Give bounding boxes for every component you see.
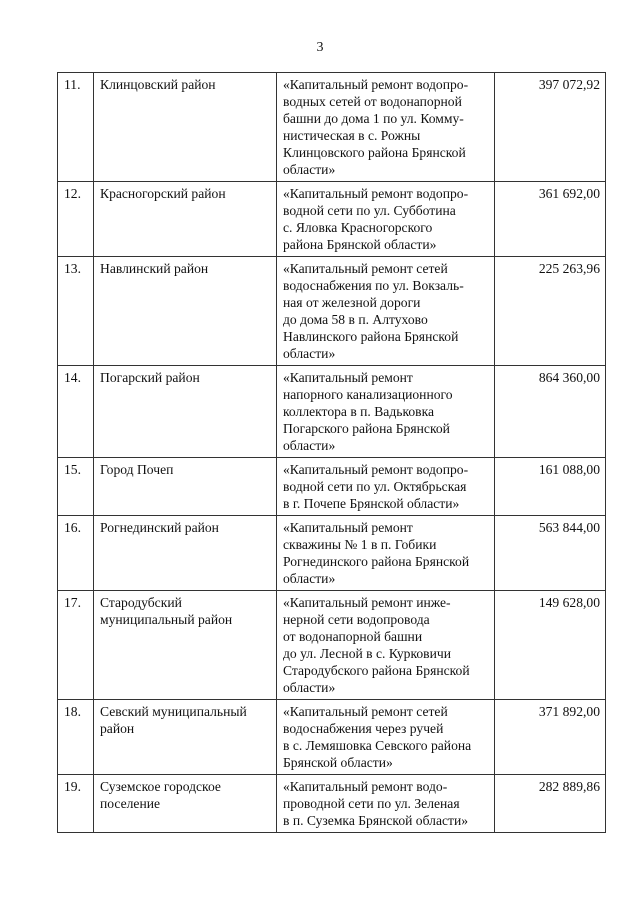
projects-table: [57, 72, 606, 833]
project-line: Стародубского района Брянской: [283, 663, 470, 678]
project-line: «Капитальный ремонт водо-: [283, 779, 448, 794]
district-cell: [94, 775, 277, 833]
row-number: 15.: [58, 458, 94, 516]
district-line: Навлинский район: [100, 261, 209, 276]
district-cell: [94, 182, 277, 257]
table-row: [58, 257, 606, 366]
row-number: 13.: [58, 257, 94, 366]
project-line: «Капитальный ремонт сетей: [283, 704, 448, 719]
amount-cell: 864 360,00: [495, 366, 606, 458]
project-cell: [277, 458, 495, 516]
table-row: [58, 458, 606, 516]
project-cell: [277, 591, 495, 700]
project-line: области»: [283, 162, 336, 177]
project-line: в г. Почепе Брянской области»: [283, 496, 460, 511]
project-line: Навлинского района Брянской: [283, 329, 459, 344]
district-line: поселение: [100, 796, 161, 811]
district-line: Клинцовский район: [100, 77, 216, 92]
amount-cell: 225 263,96: [495, 257, 606, 366]
district-line: Стародубский: [100, 595, 182, 610]
row-number: 17.: [58, 591, 94, 700]
page-number: 3: [316, 40, 324, 55]
project-line: водоснабжения по ул. Вокзаль-: [283, 278, 464, 293]
project-line: напорного канализационного: [283, 387, 453, 402]
district-cell: [94, 73, 277, 182]
amount-cell: 371 892,00: [495, 700, 606, 775]
project-line: Брянской области»: [283, 755, 393, 770]
project-cell: [277, 73, 495, 182]
project-line: «Капитальный ремонт инже-: [283, 595, 451, 610]
table-row: [58, 591, 606, 700]
row-number: 19.: [58, 775, 94, 833]
project-line: Клинцовского района Брянской: [283, 145, 466, 160]
project-line: «Капитальный ремонт водопро-: [283, 77, 469, 92]
table-row: [58, 700, 606, 775]
project-line: башни до дома 1 по ул. Комму-: [283, 111, 464, 126]
table-row: [58, 366, 606, 458]
amount-cell: 161 088,00: [495, 458, 606, 516]
district-line: Рогнединский район: [100, 520, 219, 535]
district-line: Севский муниципальный: [100, 704, 247, 719]
row-number: 11.: [58, 73, 94, 182]
project-line: области»: [283, 346, 336, 361]
project-line: проводной сети по ул. Зеленая: [283, 796, 460, 811]
project-line: области»: [283, 571, 336, 586]
project-line: водных сетей от водонапорной: [283, 94, 462, 109]
district-cell: [94, 366, 277, 458]
district-line: Суземское городское: [100, 779, 221, 794]
district-line: Город Почеп: [100, 462, 174, 477]
project-line: в с. Лемяшовка Севского района: [283, 738, 472, 753]
project-line: «Капитальный ремонт: [283, 370, 413, 385]
district-line: Погарский район: [100, 370, 200, 385]
district-cell: [94, 458, 277, 516]
row-number: 18.: [58, 700, 94, 775]
table-row: [58, 775, 606, 833]
district-line: район: [100, 721, 135, 736]
district-line: муниципальный район: [100, 612, 233, 627]
project-line: от водонапорной башни: [283, 629, 423, 644]
project-line: в п. Суземка Брянской области»: [283, 813, 469, 828]
project-line: с. Яловка Красногорского: [283, 220, 433, 235]
amount-cell: 563 844,00: [495, 516, 606, 591]
project-cell: [277, 700, 495, 775]
table-row: [58, 182, 606, 257]
project-line: Рогнединского района Брянской: [283, 554, 470, 569]
project-cell: [277, 516, 495, 591]
project-line: «Капитальный ремонт: [283, 520, 413, 535]
project-line: нистическая в с. Рожны: [283, 128, 421, 143]
district-line: Красногорский район: [100, 186, 226, 201]
project-line: коллектора в п. Вадьковка: [283, 404, 435, 419]
amount-cell: 361 692,00: [495, 182, 606, 257]
amount-cell: 149 628,00: [495, 591, 606, 700]
project-line: района Брянской области»: [283, 237, 437, 252]
district-cell: [94, 591, 277, 700]
project-cell: [277, 775, 495, 833]
project-line: Погарского района Брянской: [283, 421, 450, 436]
table-body: [58, 73, 606, 833]
project-line: нерной сети водопровода: [283, 612, 430, 627]
district-cell: [94, 700, 277, 775]
table-row: [58, 516, 606, 591]
project-line: водоснабжения через ручей: [283, 721, 444, 736]
district-cell: [94, 516, 277, 591]
row-number: 12.: [58, 182, 94, 257]
amount-cell: 282 889,86: [495, 775, 606, 833]
project-line: до ул. Лесной в с. Курковичи: [283, 646, 451, 661]
amount-cell: 397 072,92: [495, 73, 606, 182]
project-cell: [277, 182, 495, 257]
project-cell: [277, 257, 495, 366]
row-number: 16.: [58, 516, 94, 591]
project-line: области»: [283, 680, 336, 695]
project-line: области»: [283, 438, 336, 453]
project-line: водной сети по ул. Октябрьская: [283, 479, 467, 494]
project-line: «Капитальный ремонт сетей: [283, 261, 448, 276]
row-number: 14.: [58, 366, 94, 458]
project-line: до дома 58 в п. Алтухово: [283, 312, 428, 327]
table-row: [58, 73, 606, 182]
project-line: скважины № 1 в п. Гобики: [283, 537, 437, 552]
project-line: «Капитальный ремонт водопро-: [283, 186, 469, 201]
project-line: водной сети по ул. Субботина: [283, 203, 456, 218]
district-cell: [94, 257, 277, 366]
project-cell: [277, 366, 495, 458]
project-line: «Капитальный ремонт водопро-: [283, 462, 469, 477]
project-line: ная от железной дороги: [283, 295, 421, 310]
